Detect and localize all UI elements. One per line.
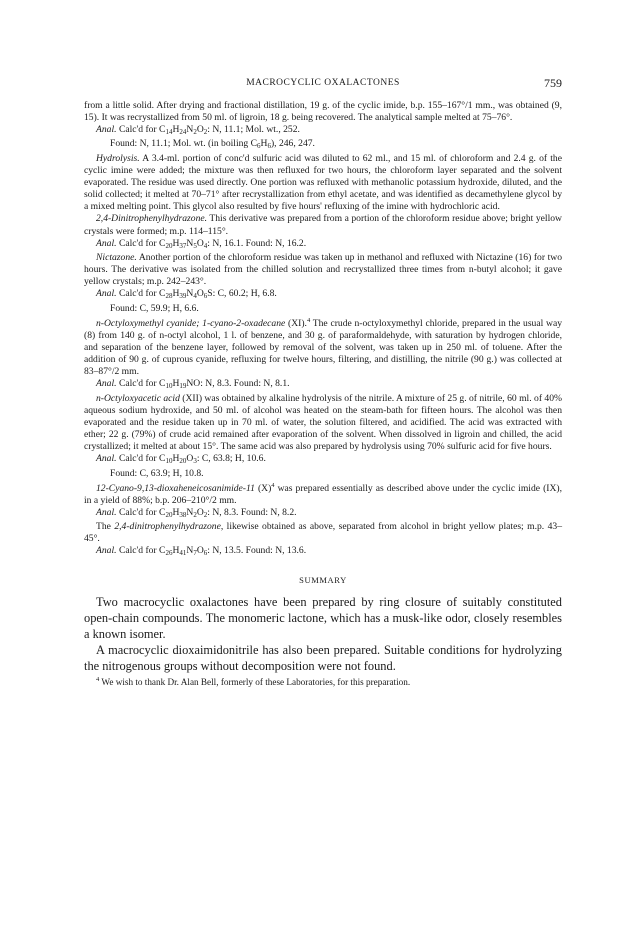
analysis-acid-found: Found: C, 63.9; H, 10.8. (110, 467, 204, 479)
summary-heading: SUMMARY (299, 574, 347, 585)
summary-paragraph: Two macrocyclic oxalactones have been prepared by ring closure of suitably constituted open-chain compounds. The monomeric lactone, which has a musk-like odor, closely resembles a known isomer. (84, 594, 562, 641)
paragraph-cyano-dioxaimide: 12-Cyano-9,13-dioxaheneicosanimide-11 $(X)^4$ was prepared essentially as described above under the cyclic imide (IX), in a yield of 88%; b.p. 206–210°/2 mm. (84, 481, 562, 506)
paragraph-nictazone: Nictazone. Another portion of the chloroform residue was taken up in methanol and refluxed with Nictazine (16) for two hours. The derivative was isolated from the chilled solution and recrystallized three times from n-butyl alcohol; it gave yellow crystals; m.p. 242–243°. (84, 251, 562, 288)
page-number: 759 (544, 76, 562, 90)
footnote-ref: 4 (306, 316, 311, 324)
summary-paragraph: A macrocyclic dioxaimidonitrile has also been prepared. Suitable conditions for hydrolyzing the nitrogenous groups without decomposition were not found. (84, 642, 562, 673)
footnote-mark: 4 (96, 675, 100, 683)
analysis-imide-found: Found: N, 11.1; Mol. wt. (in boiling $C_6H_6$), 246, 247. (110, 138, 315, 151)
analysis-nitrile: Anal. Calc'd for $C_{10}H_{19}NO$: N, 8.3. Found: N, 8.1. (96, 378, 290, 391)
paragraph-distillation: from a little solid. After drying and fractional distillation, 19 g. of the cyclic imide, b.p. 155–167°/1 mm., was obtained (9, 15). It was recrystallized from 50 ml. of ligroin, 18 g. being recovered. The analytical sample melted at 75–76°. (84, 100, 562, 124)
analysis-dnph: Anal. Calc'd for $C_{20}H_{37}N_5O_4$: N, 16.1. Found: N, 16.2. (96, 237, 307, 250)
running-title: MACROCYCLIC OXALACTONES (246, 78, 400, 88)
paragraph-hydrolysis: Hydrolysis. A 3.4-ml. portion of conc'd sulfuric acid was diluted to 62 ml., and 15 ml. of chloroform and 2.4 g. of the cyclic imine were added; the mixture was then refluxed for two hours, the chloroform layer separated and the solvent evaporated. The residue was used directly. One portion was refluxed with methanolic potassium hydroxide, diluted, and the solid collected; it melted at 70–71° after recrystallization from ethyl acetate, and was identified as decamethylene glycol by a mixed melting point. This glycol also resulted by five hours' refluxing of the imine with hydrochloric acid. (84, 152, 562, 213)
article-body (84, 100, 562, 688)
paragraph-octyloxymethyl-cyanide: n-Octyloxymethyl cyanide; 1-cyano-2-oxadecane (XI).$^4$ The crude n-octyloxymethyl chloride, prepared in the usual way (8) from 140 g. of n-octyl alcohol, 1 l. of benzene, and 30 g. of paraformaldehyde, with saturation by hydrogen chloride, and separation of the benzene layer, followed by removal of the solvent, was taken up in 250 ml. of toluene. After the addition of 90 g. of cuprous cyanide, refluxing for twelve hours, filtering, and distilling, the nitrile (90 g.) was collected at 83–87°/2 mm. (84, 316, 563, 378)
footnote: $^4$ We wish to thank Dr. Alan Bell, formerly of these Laboratories, for this preparation. (96, 675, 411, 687)
analysis-acid-calc: Anal. Calc'd for $C_{10}H_{20}O_3$: C, 63.8; H, 10.6. (96, 453, 266, 466)
analysis-nictazone-calc: Anal. Calc'd for $C_{28}H_{39}N_4O_6S$: C, 60.2; H, 6.8. (96, 288, 277, 301)
footnote-ref: 4 (271, 481, 275, 489)
analysis-imide-calc: Anal. Calc'd for $C_{14}H_{24}N_2O_2$: N, 11.1; Mol. wt., 252. (96, 124, 300, 137)
analysis-dioxaimide: Anal. Calc'd for $C_{20}H_{38}N_2O_2$: N, 8.3. Found: N, 8.2. (96, 507, 297, 519)
paragraph-dnph-2: The 2,4-dinitrophenylhydrazone, likewise obtained as above, separated from alcohol in bright yellow plates; m.p. 43–45°. (84, 521, 562, 545)
analysis-dnph-2: Anal. Calc'd for $C_{26}H_{41}N_7O_6$: N, 13.5. Found: N, 13.6. (96, 545, 307, 558)
summary (84, 594, 562, 674)
running-head (84, 76, 562, 94)
analysis-nictazone-found: Found: C, 59.9; H, 6.6. (110, 302, 199, 314)
paragraph-octyloxyacetic-acid: n-Octyloxyacetic acid (XII) was obtained by alkaline hydrolysis of the nitrile. A mixture of 25 g. of nitrile, 60 ml. of 40% aqueous sodium hydroxide, and 50 ml. of alcohol was heated on the steam-bath for fifteen hours. The alcohol was then evaporated and the residue taken up in 70 ml. of water, the solution filtered, and acidified. The acid was extracted with ether; 22 g. (79%) of crude acid remained after evaporation of the solvent. When dissolved in ligroin and chilled, the acid crystallized; it melted at about 15°. The same acid was also prepared by hydrolysis using 70% sulfuric acid for five hours. (84, 392, 562, 453)
paragraph-dnph: 2,4-Dinitrophenylhydrazone. This derivative was prepared from a portion of the chloroform residue above; bright yellow crystals were formed; m.p. 114–115°. (84, 213, 562, 237)
